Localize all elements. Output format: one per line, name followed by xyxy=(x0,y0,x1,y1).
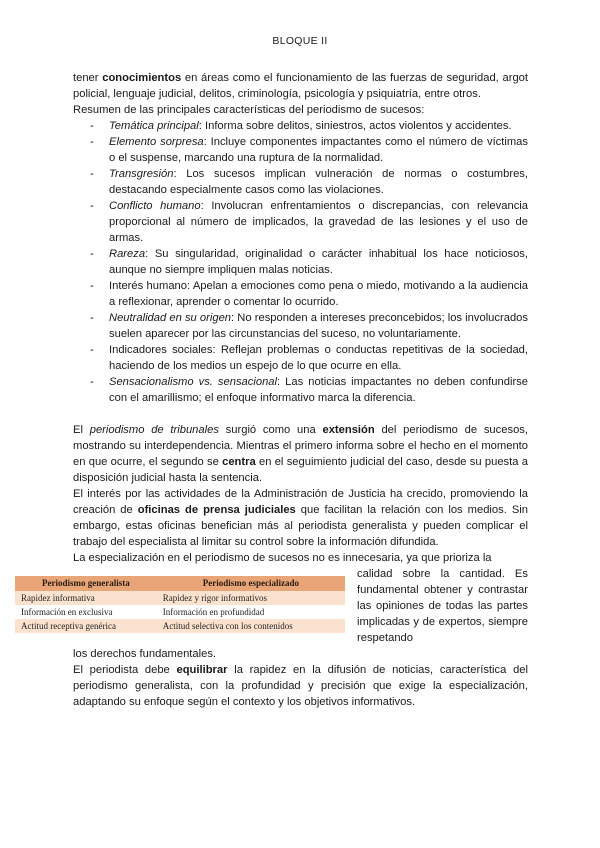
feature-term: Neutralidad en su origen xyxy=(109,312,232,324)
feature-text: Su singularidad, originalidad o carácter inhabitual los hace noticiosos, aunque no siempre impliquen malas noticias. xyxy=(109,248,528,276)
summary-line: Resumen de las principales características del periodismo de sucesos: xyxy=(73,104,425,116)
feature-text: No responden a intereses preconcebidos; los involucrados suelen aparecer por las circunstancias del suceso, no voluntariamente. xyxy=(109,312,528,340)
feature-term: Temática principal xyxy=(109,120,199,132)
feature-separator: : xyxy=(198,120,205,132)
feature-text: Indicadores sociales: Reflejan problemas o conductas repetitivas de la sociedad, haciendo de los medios un espejo de lo que ocurre en ella. xyxy=(109,344,528,372)
tribunales-paragraph-4 xyxy=(73,662,528,710)
feature-term: Sensacionalismo vs. sensacional xyxy=(109,376,278,388)
feature-text: Involucran enfrentamientos o discrepancias, con relevancia proporcional al número de implicados, la gravedad de las lesiones y el uso de armas. xyxy=(109,200,528,244)
intro-bold: conocimientos xyxy=(102,72,182,84)
list-item xyxy=(73,198,528,246)
feature-text: Incluye componentes impactantes como el número de víctimas o el suspense, marcando una ruptura de la normalidad. xyxy=(109,136,528,164)
feature-text: Interés humano: Apelan a emociones como pena o miedo, motivando a la audiencia a reflexionar, aprender o comentar lo ocurrido. xyxy=(109,280,528,308)
list-item xyxy=(73,166,528,198)
bold-text: extensión xyxy=(322,424,375,436)
table-header-cell: Periodismo generalista xyxy=(15,576,157,591)
feature-term: Rareza xyxy=(109,248,146,260)
table-cell: Actitud selectiva con los contenidos xyxy=(157,619,345,633)
body-text: la rapidez en la difusión de noticias, característica del periodismo generalista, con la profundidad y precisión que exige la especialización, adaptando su enfoque según el contexto y los objetivos informativos. xyxy=(73,664,528,708)
specialization-side-text: calidad sobre la cantidad. Es fundamental obtener y contrastar las opiniones de todas las partes implicadas y de expertos, siempre respetando xyxy=(357,568,528,644)
comparison-table-container xyxy=(15,576,345,633)
feature-separator: : xyxy=(173,168,187,180)
table-header-row xyxy=(15,576,345,591)
table-cell: Información en profundidad xyxy=(157,605,345,619)
emphasis-text: periodismo de tribunales xyxy=(89,424,219,436)
body-text: que facilitan la relación con los medios. Sin embargo, estas oficinas benefician más al periodista generalista y pueden complicar el trabajo del especialista al limitar su control sobre la información difundida. xyxy=(73,504,528,548)
list-item xyxy=(73,246,528,278)
feature-term: Transgresión xyxy=(109,168,174,180)
bold-text: centra xyxy=(222,456,256,468)
comparison-table xyxy=(15,576,345,633)
table-row xyxy=(15,605,345,619)
bold-text: oficinas de prensa judiciales xyxy=(137,504,296,516)
section-gap xyxy=(73,406,528,422)
feature-separator: : xyxy=(145,248,155,260)
body-text: El periodista debe xyxy=(73,664,177,676)
feature-text: Informa sobre delitos, siniestros, actos violentos y accidentes. xyxy=(204,120,512,132)
feature-text: Las noticias impactantes no deben confundirse con el amarillismo; el enfoque informativo marca la diferencia. xyxy=(109,376,528,404)
specialization-lead: La especialización en el periodismo de sucesos no es innecesaria, ya que prioriza la xyxy=(73,552,492,564)
table-header-cell: Periodismo especializado xyxy=(157,576,345,591)
list-item xyxy=(73,134,528,166)
feature-separator: : xyxy=(200,200,212,212)
intro-paragraph xyxy=(73,70,528,102)
feature-separator: : xyxy=(231,312,238,324)
intro-text: tener xyxy=(73,72,103,84)
body-text: El xyxy=(73,424,90,436)
table-cell: Actitud receptiva genérica xyxy=(15,619,157,633)
feature-text: Los sucesos implican vulneración de normas o costumbres, destacando especialmente casos como las violaciones. xyxy=(109,168,528,196)
body-text: surgió como una xyxy=(218,424,323,436)
list-item xyxy=(73,278,528,310)
bold-text: equilibrar xyxy=(176,664,228,676)
body-text: El interés por las actividades de la Administración de Justicia ha crecido, promoviendo la creación de xyxy=(73,488,528,516)
table-cell: Información en exclusiva xyxy=(15,605,157,619)
body-text: del periodismo de sucesos, mostrando su interdependencia. Mientras el primero informa sobre el hecho en el momento en que ocurre, el segundo se xyxy=(73,424,528,468)
feature-separator: : xyxy=(203,136,211,148)
body-text: en el seguimiento judicial del caso, desde su puesta a disposición judicial hasta la sentencia. xyxy=(73,456,528,484)
intro-text: en áreas como el funcionamiento de las fuerzas de seguridad, argot policial, lenguaje judicial, delitos, criminología, psicología y psiquiatría, entre otros. xyxy=(73,72,528,100)
list-item xyxy=(73,342,528,374)
page-header: BLOQUE II xyxy=(272,35,328,47)
table-cell: Rapidez informativa xyxy=(15,591,157,605)
table-wrap-row xyxy=(21,566,528,646)
list-item xyxy=(73,118,528,134)
features-list xyxy=(73,118,528,406)
specialization-end: los derechos fundamentales. xyxy=(73,648,217,660)
table-row xyxy=(15,619,345,633)
list-item xyxy=(73,310,528,342)
feature-separator: : xyxy=(277,376,286,388)
feature-term: Conflicto humano xyxy=(109,200,201,212)
table-cell: Rapidez y rigor informativos xyxy=(157,591,345,605)
page-body xyxy=(21,70,528,710)
tribunales-paragraph-2 xyxy=(73,486,528,550)
list-item xyxy=(73,374,528,406)
tribunales-paragraph-1 xyxy=(73,422,528,486)
feature-term: Elemento sorpresa xyxy=(109,136,204,148)
table-row xyxy=(15,591,345,605)
